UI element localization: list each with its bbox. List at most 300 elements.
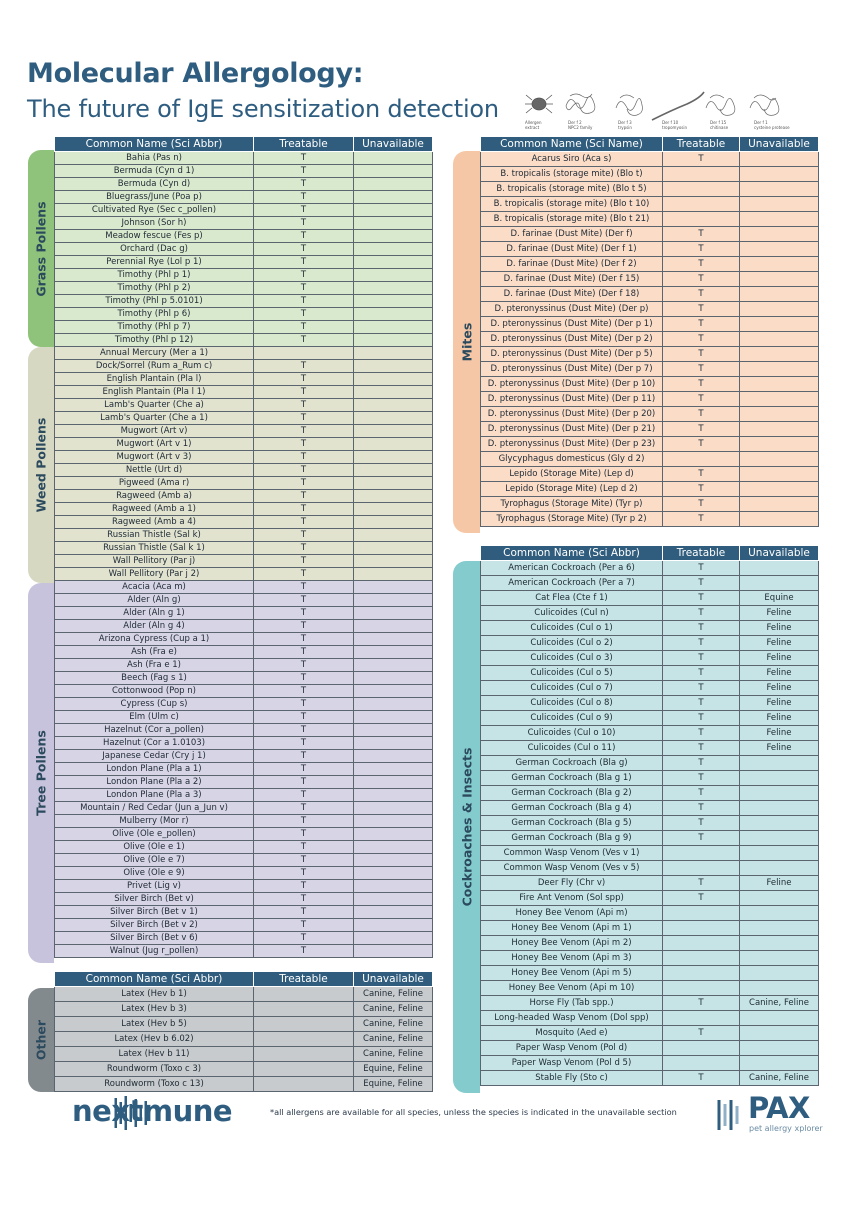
cell-common-name: Culicoides (Cul o 8) [481,696,663,711]
cell-common-name: English Plantain (Pla l) [55,373,254,386]
cell-treatable: T [663,876,740,891]
cell-treatable: T [254,750,354,763]
table-row [481,422,819,437]
table-row [55,425,433,438]
table-row [55,906,433,919]
cell-treatable: T [254,646,354,659]
cell-unavailable: Feline [740,636,819,651]
cell-unavailable [354,815,433,828]
cell-treatable [663,1011,740,1026]
cell-treatable: T [663,561,740,576]
cell-treatable: T [254,191,354,204]
cell-unavailable [354,165,433,178]
cell-unavailable: Feline [740,696,819,711]
cell-treatable: T [663,891,740,906]
cell-treatable: T [663,756,740,771]
cell-common-name: Dock/Sorrel (Rum a_Rum c) [55,360,254,373]
cell-unavailable [740,981,819,996]
cell-common-name: German Cockroach (Bla g) [481,756,663,771]
cell-common-name: D. pteronyssinus (Dust Mite) (Der p) [481,302,663,317]
table-row [55,412,433,425]
cell-common-name: B. tropicalis (storage mite) (Blo t) [481,167,663,182]
cell-unavailable [354,282,433,295]
cell-common-name: Arizona Cypress (Cup a 1) [55,633,254,646]
cell-unavailable [740,921,819,936]
cell-common-name: Japanese Cedar (Cry j 1) [55,750,254,763]
table-row [481,362,819,377]
cell-common-name: B. tropicalis (storage mite) (Blo t 21) [481,212,663,227]
cell-treatable: T [254,880,354,893]
cell-common-name: D. pteronyssinus (Dust Mite) (Der p 11) [481,392,663,407]
header-unavailable: Unavailable [740,546,819,561]
table-row [55,919,433,932]
cell-unavailable [354,360,433,373]
cell-treatable: T [663,227,740,242]
table-row [55,802,433,815]
cell-common-name: Mugwort (Art v 3) [55,451,254,464]
table-row [55,1062,433,1077]
cell-unavailable: Canine, Feline [354,1002,433,1017]
cell-common-name: Honey Bee Venom (Api m 10) [481,981,663,996]
table-row [481,467,819,482]
table-row [481,636,819,651]
nextmune-wordmark: nextmune [72,1094,233,1128]
cell-common-name: Tyrophagus (Storage Mite) (Tyr p) [481,497,663,512]
cell-common-name: Roundworm (Toxo c 13) [55,1077,254,1092]
cell-unavailable [740,272,819,287]
table-row [481,272,819,287]
table-row [481,1026,819,1041]
cell-treatable: T [663,437,740,452]
cell-treatable: T [254,932,354,945]
cell-common-name: Hazelnut (Cor a_pollen) [55,724,254,737]
cell-treatable: T [254,854,354,867]
table-row [55,646,433,659]
cell-unavailable [354,191,433,204]
cell-common-name: Mosquito (Aed e) [481,1026,663,1041]
cell-treatable: T [254,321,354,334]
cell-common-name: Fire Ant Venom (Sol spp) [481,891,663,906]
table-row [481,1071,819,1086]
cell-treatable: T [663,152,740,167]
cell-unavailable [740,576,819,591]
cell-treatable [663,846,740,861]
header-unavailable: Unavailable [354,972,433,987]
cell-unavailable [740,377,819,392]
table-row [55,815,433,828]
cell-unavailable [740,482,819,497]
cell-treatable: T [254,360,354,373]
cell-unavailable [354,802,433,815]
cell-unavailable [354,243,433,256]
cell-treatable: T [663,1026,740,1041]
cell-unavailable [740,512,819,527]
cell-unavailable [354,633,433,646]
footnote: *all allergens are available for all species, unless the species is indicated in the unavailable section [270,1107,677,1117]
table-row [481,561,819,576]
cell-common-name: Culicoides (Cul o 3) [481,651,663,666]
cell-treatable: T [663,497,740,512]
cell-common-name: Bermuda (Cyn d) [55,178,254,191]
table-row [55,529,433,542]
cell-common-name: German Cockroach (Bla g 2) [481,786,663,801]
cell-treatable: T [663,362,740,377]
cell-unavailable [354,932,433,945]
mite-icon [525,95,553,113]
label-grass-pollens: Grass Pollens [33,200,49,297]
cell-treatable: T [254,399,354,412]
cell-unavailable [354,555,433,568]
table-row [55,178,433,191]
cell-treatable: T [254,581,354,594]
page-title: Molecular Allergology: [27,58,364,89]
cell-treatable: T [663,407,740,422]
cell-unavailable [354,711,433,724]
table-row [481,801,819,816]
cell-common-name: Meadow fescue (Fes p) [55,230,254,243]
cell-unavailable [354,724,433,737]
cell-treatable [663,951,740,966]
allergen-illustrations [522,86,820,132]
table-row [481,666,819,681]
cell-unavailable [354,659,433,672]
cell-common-name: Annual Mercury (Mer a 1) [55,347,254,360]
cell-treatable: T [254,828,354,841]
table-row [55,841,433,854]
cell-common-name: Acarus Siro (Aca s) [481,152,663,167]
cell-unavailable [354,425,433,438]
cell-common-name: Timothy (Phl p 7) [55,321,254,334]
table-row [481,392,819,407]
cell-treatable: T [663,621,740,636]
cell-common-name: Wall Pellitory (Par j) [55,555,254,568]
table-row [55,321,433,334]
cell-common-name: Cultivated Rye (Sec c_pollen) [55,204,254,217]
illus-label-2b: NPC2 family [568,125,593,130]
cell-common-name: Cottonwood (Pop n) [55,685,254,698]
cell-unavailable: Feline [740,606,819,621]
cell-unavailable [740,347,819,362]
cell-treatable: T [254,867,354,880]
cell-treatable: T [663,831,740,846]
cell-unavailable: Equine, Feline [354,1077,433,1092]
cell-unavailable [740,801,819,816]
cell-unavailable [354,698,433,711]
table-row [481,681,819,696]
table-row [481,287,819,302]
table-row [481,257,819,272]
cell-common-name: Olive (Ole e 1) [55,841,254,854]
cell-treatable: T [254,438,354,451]
table-row [481,876,819,891]
table-row [55,789,433,802]
cell-treatable: T [663,242,740,257]
other-table-wrap [54,971,433,1092]
cell-unavailable [354,347,433,360]
pollen-table [54,136,433,958]
cell-unavailable [354,438,433,451]
cell-common-name: Honey Bee Venom (Api m 1) [481,921,663,936]
cell-unavailable [354,906,433,919]
cell-treatable: T [254,672,354,685]
cell-treatable: T [254,945,354,958]
cell-unavailable [740,257,819,272]
label-insects: Cockroaches & Insects [459,747,474,907]
cell-common-name: Olive (Ole e_pollen) [55,828,254,841]
cell-common-name: Ash (Fra e 1) [55,659,254,672]
cell-treatable [663,452,740,467]
cell-common-name: American Cockroach (Per a 6) [481,561,663,576]
cell-treatable: T [663,696,740,711]
table-row [481,407,819,422]
cell-treatable: T [254,295,354,308]
illus-label-4a: Der f 10 [662,120,679,125]
cell-common-name: Culicoides (Cul n) [481,606,663,621]
band-tree-pollens [28,583,54,963]
cell-unavailable [740,1011,819,1026]
table-row [55,542,433,555]
cell-unavailable [740,317,819,332]
cell-unavailable [354,178,433,191]
cell-common-name: D. pteronyssinus (Dust Mite) (Der p 1) [481,317,663,332]
cell-treatable [663,167,740,182]
cell-common-name: Stable Fly (Sto c) [481,1071,663,1086]
cell-common-name: D. pteronyssinus (Dust Mite) (Der p 23) [481,437,663,452]
cell-common-name: Bluegrass/June (Poa p) [55,191,254,204]
cell-treatable [663,182,740,197]
cell-treatable: T [254,659,354,672]
cell-common-name: Honey Bee Venom (Api m 3) [481,951,663,966]
table-row [55,672,433,685]
table-row [481,1041,819,1056]
cell-treatable: T [254,724,354,737]
cell-unavailable [354,581,433,594]
cell-treatable: T [254,477,354,490]
cell-treatable: T [254,516,354,529]
cell-unavailable: Canine, Feline [740,996,819,1011]
cell-unavailable [354,230,433,243]
table-row [55,295,433,308]
table-row [481,1011,819,1026]
cell-common-name: Bermuda (Cyn d 1) [55,165,254,178]
cell-treatable: T [254,490,354,503]
cell-unavailable [740,1026,819,1041]
cell-treatable [663,212,740,227]
cell-common-name: Lepido (Storage Mite) (Lep d) [481,467,663,482]
cell-treatable: T [254,178,354,191]
cell-common-name: Ragweed (Amb a 4) [55,516,254,529]
cell-treatable: T [254,230,354,243]
table-row [55,308,433,321]
cell-treatable: T [254,568,354,581]
cell-treatable: T [663,317,740,332]
cell-treatable: T [254,906,354,919]
cell-treatable: T [663,1071,740,1086]
table-row [55,230,433,243]
cell-common-name: Pigweed (Ama r) [55,477,254,490]
cell-unavailable [354,412,433,425]
table-row [481,816,819,831]
cell-common-name: German Cockroach (Bla g 1) [481,771,663,786]
header-treatable: Treatable [254,972,354,987]
cell-treatable [663,197,740,212]
table-row [481,936,819,951]
label-other: Other [33,1019,49,1061]
cell-treatable: T [663,741,740,756]
cell-treatable: T [663,771,740,786]
cell-common-name: D. pteronyssinus (Dust Mite) (Der p 21) [481,422,663,437]
table-row [481,591,819,606]
cell-treatable: T [254,334,354,347]
cell-treatable: T [663,801,740,816]
cell-common-name: London Plane (Pla a 2) [55,776,254,789]
table-row [55,555,433,568]
cell-common-name: Alder (Aln g 1) [55,607,254,620]
cell-unavailable [740,786,819,801]
cell-treatable: T [254,815,354,828]
cell-unavailable [740,302,819,317]
cell-common-name: Perennial Rye (Lol p 1) [55,256,254,269]
cell-treatable [254,347,354,360]
cell-common-name: Glycyphagus domesticus (Gly d 2) [481,452,663,467]
table-row [55,932,433,945]
illus-label-6b: cysteine protease [754,125,790,130]
cell-common-name: Ragweed (Amb a) [55,490,254,503]
table-row [55,243,433,256]
cell-common-name: Common Wasp Venom (Ves v 1) [481,846,663,861]
cell-unavailable [740,437,819,452]
cell-treatable: T [663,681,740,696]
pax-tagline: pet allergy xplorer [749,1124,823,1133]
cell-unavailable [740,407,819,422]
cell-treatable: T [254,386,354,399]
cell-common-name: Common Wasp Venom (Ves v 5) [481,861,663,876]
cell-unavailable [354,529,433,542]
cell-treatable: T [663,576,740,591]
table-row [481,891,819,906]
cell-unavailable [354,256,433,269]
cell-unavailable [740,197,819,212]
table-row [55,373,433,386]
illus-label-3a: Der f 3 [618,120,632,125]
cell-unavailable [354,620,433,633]
cell-common-name: Roundworm (Toxo c 3) [55,1062,254,1077]
table-row [481,437,819,452]
cell-unavailable [354,607,433,620]
table-row [481,167,819,182]
cell-unavailable [354,399,433,412]
cell-common-name: Ash (Fra e) [55,646,254,659]
page-subtitle: The future of IgE sensitization detection [27,95,499,123]
cell-treatable: T [254,893,354,906]
table-row [55,503,433,516]
table-row [481,711,819,726]
label-weed-pollens: Weed Pollens [33,417,49,513]
cell-unavailable: Feline [740,681,819,696]
table-row [481,497,819,512]
cell-treatable: T [254,503,354,516]
cell-common-name: Latex (Hev b 11) [55,1047,254,1062]
table-row [481,981,819,996]
cell-unavailable [354,334,433,347]
cell-common-name: German Cockroach (Bla g 5) [481,816,663,831]
cell-treatable: T [254,685,354,698]
cell-unavailable [740,861,819,876]
table-row [481,996,819,1011]
table-row [481,831,819,846]
cell-treatable: T [254,165,354,178]
cell-unavailable [354,854,433,867]
illus-label-3b: trypsin [618,125,632,130]
cell-treatable [663,966,740,981]
table-row [55,867,433,880]
header-treatable: Treatable [663,546,740,561]
insects-table [480,545,819,1086]
cell-common-name: Lepido (Storage Mite) (Lep d 2) [481,482,663,497]
cell-unavailable [354,321,433,334]
cell-unavailable [354,269,433,282]
table-row [55,152,433,165]
cell-unavailable [740,332,819,347]
cell-common-name: Silver Birch (Bet v 1) [55,906,254,919]
cell-unavailable [354,451,433,464]
illus-label-4b: tropomyosin [662,125,687,130]
cell-treatable: T [663,287,740,302]
cell-unavailable [354,789,433,802]
cell-common-name: Culicoides (Cul o 2) [481,636,663,651]
cell-treatable: T [254,841,354,854]
cell-unavailable [354,841,433,854]
cell-unavailable [354,919,433,932]
cell-unavailable [740,891,819,906]
cell-treatable [663,1056,740,1071]
mites-table-wrap [480,136,819,527]
cell-common-name: Bahia (Pas n) [55,152,254,165]
cell-unavailable [354,763,433,776]
band-grass-pollens [28,150,54,347]
table-row [55,698,433,711]
table-row [55,750,433,763]
cell-common-name: Culicoides (Cul o 9) [481,711,663,726]
cell-common-name: D. farinae (Dust Mite) (Der f 15) [481,272,663,287]
cell-common-name: German Cockroach (Bla g 4) [481,801,663,816]
cell-common-name: London Plane (Pla a 3) [55,789,254,802]
table-row [55,386,433,399]
table-row [481,302,819,317]
cell-treatable [663,906,740,921]
cell-treatable [663,921,740,936]
cell-common-name: Beech (Fag s 1) [55,672,254,685]
cell-common-name: Cat Flea (Cte f 1) [481,591,663,606]
header-common-name: Common Name (Sci Abbr) [481,546,663,561]
header-common-name: Common Name (Sci Name) [481,137,663,152]
cell-common-name: Hazelnut (Cor a 1.0103) [55,737,254,750]
label-mites: Mites [459,322,474,362]
cell-treatable: T [254,802,354,815]
cell-treatable: T [254,620,354,633]
cell-treatable: T [254,555,354,568]
table-row [481,576,819,591]
header-common-name: Common Name (Sci Abbr) [55,137,254,152]
cell-unavailable [354,464,433,477]
table-row [55,269,433,282]
cell-common-name: Latex (Hev b 1) [55,987,254,1002]
cell-common-name: English Plantain (Pla l 1) [55,386,254,399]
cell-treatable [663,936,740,951]
table-row [481,906,819,921]
cell-common-name: D. pteronyssinus (Dust Mite) (Der p 7) [481,362,663,377]
cell-common-name: D. farinae (Dust Mite) (Der f 2) [481,257,663,272]
